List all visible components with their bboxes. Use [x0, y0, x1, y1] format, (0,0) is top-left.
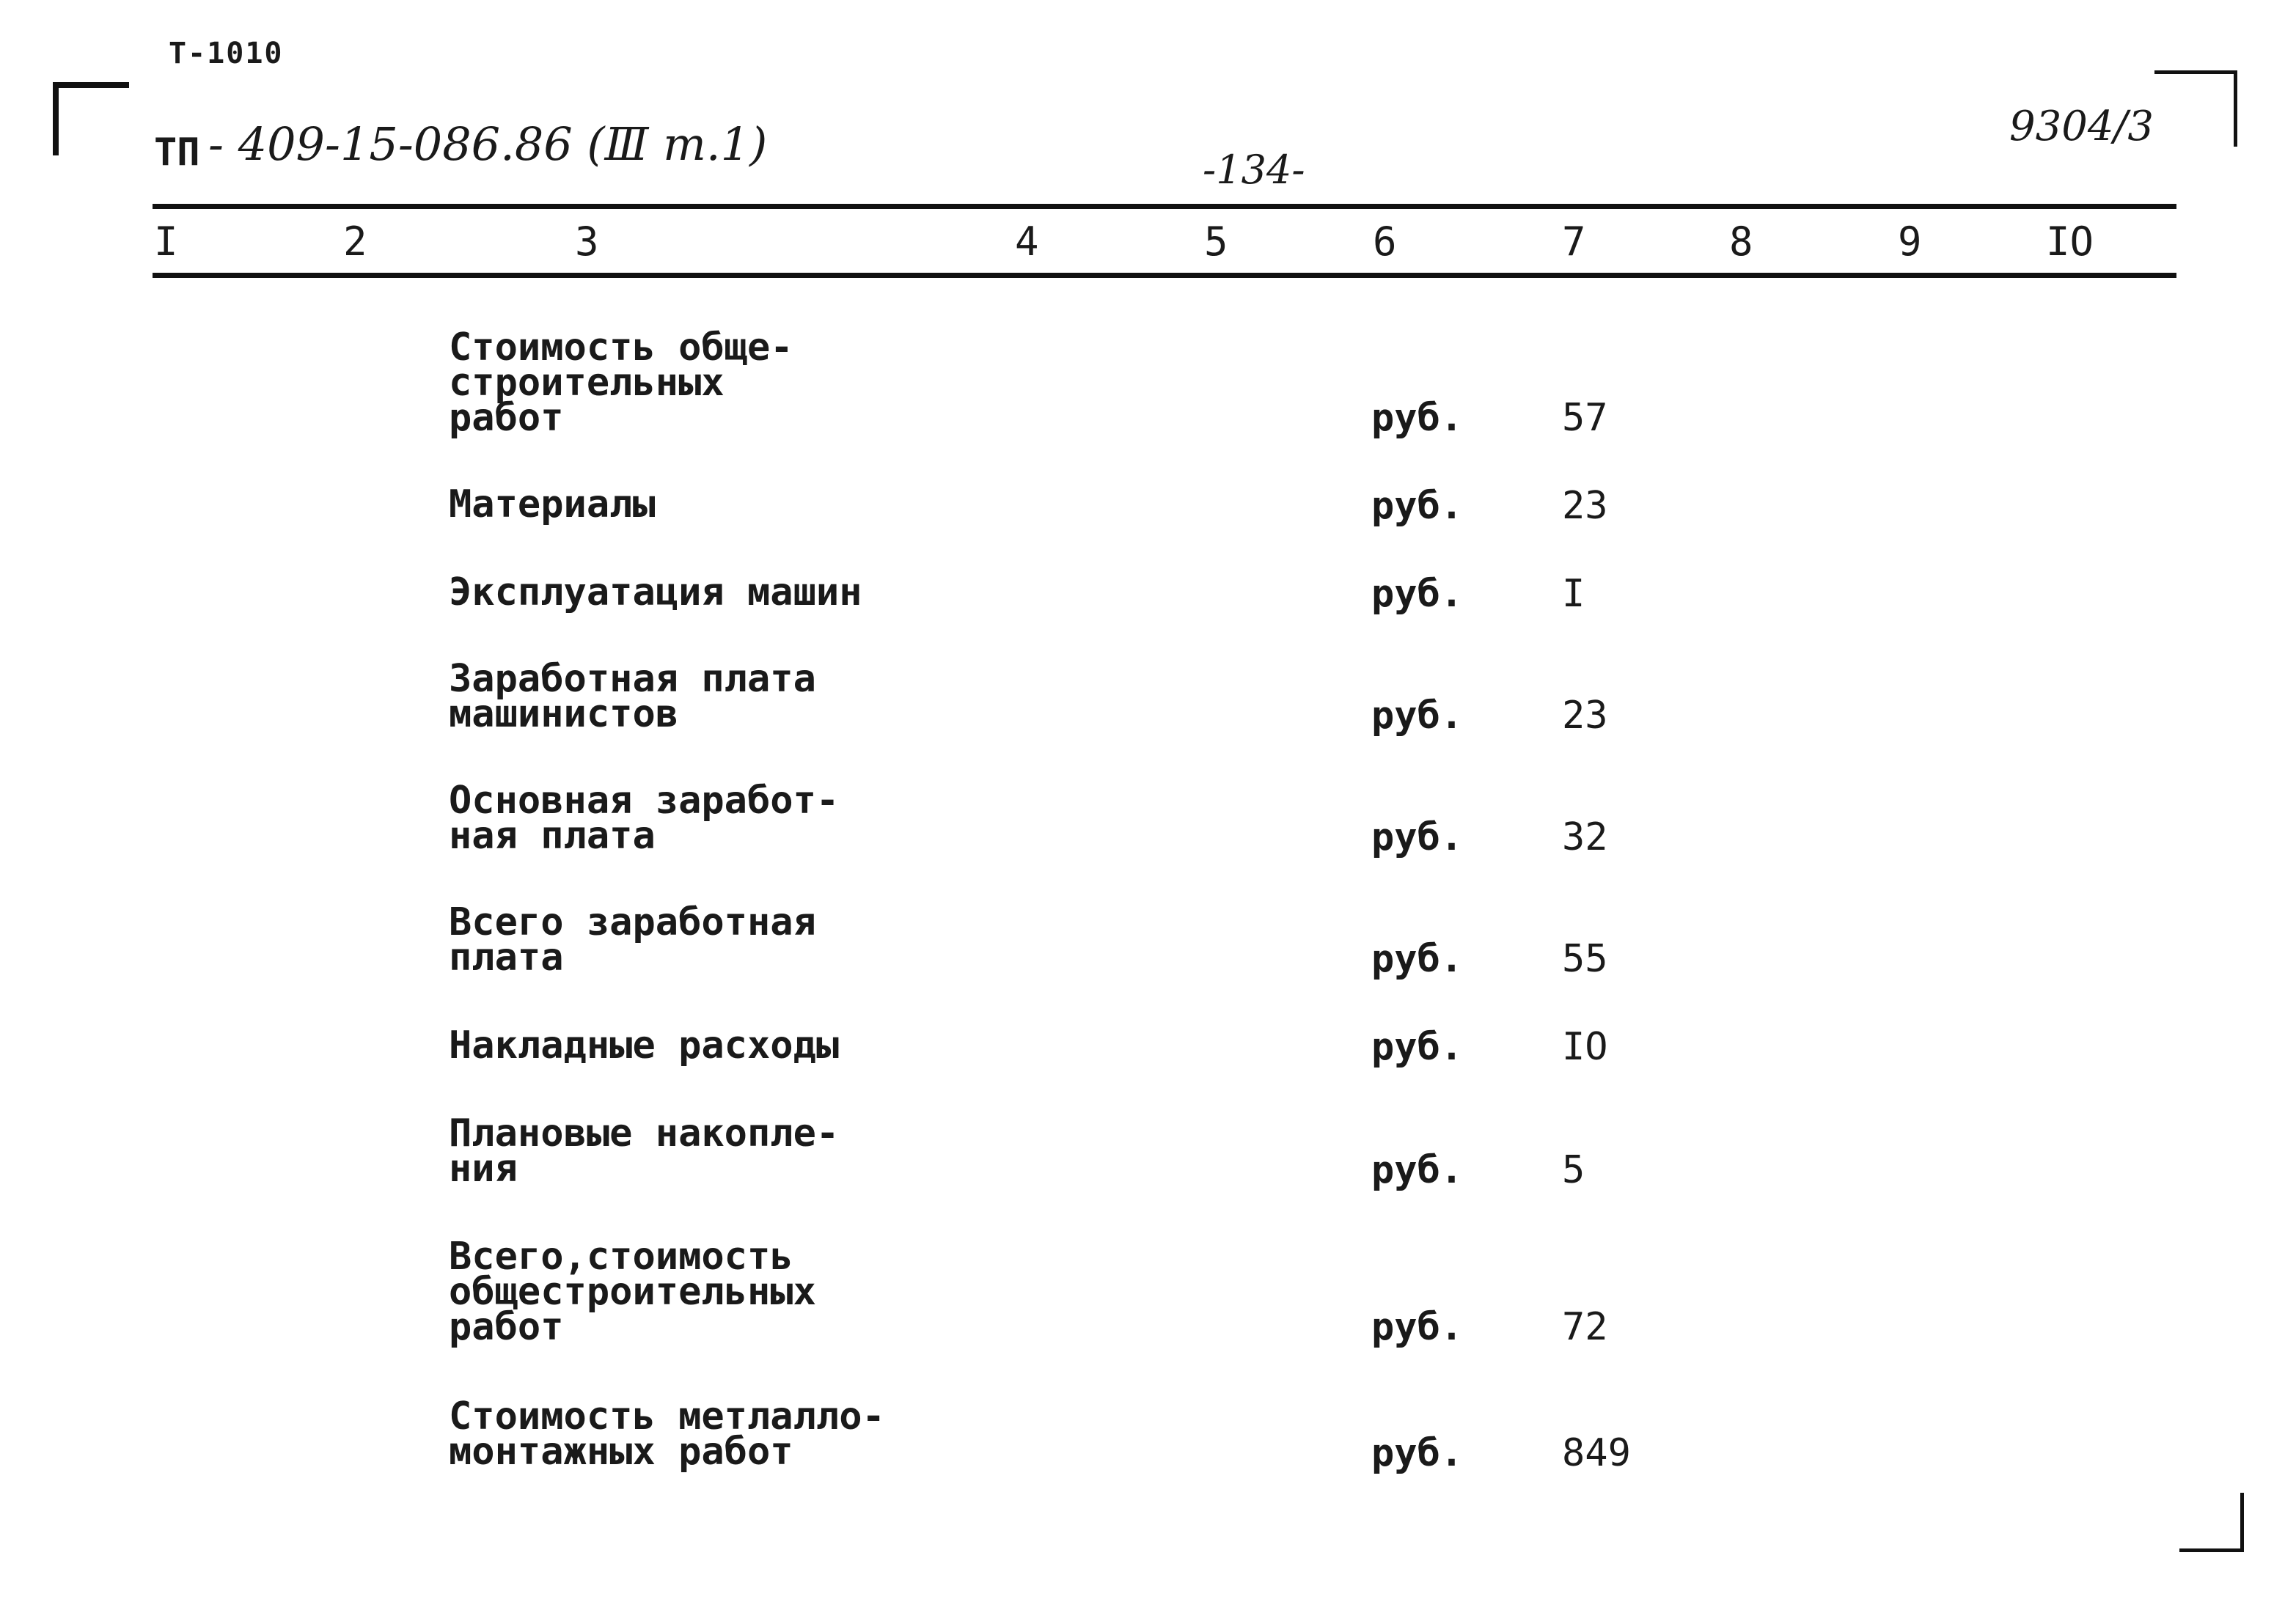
- frame-corner-top-left: [53, 82, 129, 88]
- row-unit-materials: руб.: [1371, 484, 1464, 528]
- column-number-10: IO: [2046, 218, 2094, 265]
- table-header-bottom-rule: [153, 273, 2176, 278]
- row-value-metal-installation-cost: 849: [1562, 1431, 1631, 1475]
- frame-corner-bottom-right: [2179, 1548, 2244, 1552]
- row-unit-overhead-costs: руб.: [1371, 1025, 1464, 1069]
- row-label-basic-wages: Основная заработ- ная плата: [449, 779, 840, 858]
- page-number: -134-: [1203, 147, 1305, 193]
- column-number-4: 4: [1015, 218, 1039, 265]
- row-label-general-construction-cost: Стоимость обще- строительных работ: [449, 326, 793, 440]
- row-unit-machinist-wages: руб.: [1371, 694, 1464, 738]
- row-unit-metal-installation-cost: руб.: [1371, 1431, 1464, 1475]
- row-label-machine-operation: Эксплуатация машин: [449, 570, 862, 614]
- frame-corner-bottom-right-vertical: [2240, 1493, 2244, 1551]
- row-label-total-general-construction-cost: Всего,стоимость общестроительных работ: [449, 1235, 816, 1349]
- row-value-basic-wages: 32: [1562, 815, 1608, 859]
- row-value-total-wages: 55: [1562, 937, 1608, 981]
- series-number: - 409-15-086.86 (Ⅲ т.1): [208, 117, 768, 171]
- column-number-6: 6: [1373, 218, 1397, 265]
- row-unit-total-wages: руб.: [1371, 937, 1464, 981]
- series-prefix: ТП: [154, 131, 200, 174]
- document-code: Т-1010: [169, 37, 284, 70]
- row-label-overhead-costs: Накладные расходы: [449, 1024, 840, 1068]
- frame-corner-top-right-vertical: [2234, 70, 2237, 147]
- row-label-machinist-wages: Заработная плата машинистов: [449, 657, 816, 736]
- row-value-materials: 23: [1562, 484, 1608, 528]
- row-unit-machine-operation: руб.: [1371, 572, 1464, 616]
- row-value-general-construction-cost: 57: [1562, 396, 1608, 440]
- row-unit-basic-wages: руб.: [1371, 815, 1464, 859]
- column-number-9: 9: [1898, 218, 1922, 265]
- row-label-planned-savings: Плановые накопле- ния: [449, 1112, 840, 1191]
- row-value-machinist-wages: 23: [1562, 694, 1608, 738]
- frame-corner-top-right: [2154, 70, 2237, 74]
- column-number-7: 7: [1562, 218, 1586, 265]
- row-value-machine-operation: I: [1562, 572, 1585, 616]
- column-number-5: 5: [1204, 218, 1228, 265]
- column-number-3: 3: [575, 218, 599, 265]
- row-unit-planned-savings: руб.: [1371, 1148, 1464, 1192]
- row-value-total-general-construction-cost: 72: [1562, 1305, 1608, 1349]
- inventory-number: 9304/3: [2009, 103, 2154, 150]
- row-value-overhead-costs: IO: [1562, 1025, 1608, 1069]
- table-top-rule: [153, 204, 2176, 209]
- row-value-planned-savings: 5: [1562, 1148, 1585, 1192]
- row-unit-general-construction-cost: руб.: [1371, 396, 1464, 440]
- row-label-metal-installation-cost: Стоимость метлалло- монтажных работ: [449, 1395, 885, 1474]
- row-label-total-wages: Всего заработная плата: [449, 900, 816, 980]
- row-label-materials: Материалы: [449, 482, 656, 526]
- column-number-8: 8: [1729, 218, 1753, 265]
- column-number-2: 2: [343, 218, 367, 265]
- column-number-1: I: [154, 218, 178, 265]
- frame-corner-top-left-vertical: [53, 82, 59, 155]
- row-unit-total-general-construction-cost: руб.: [1371, 1305, 1464, 1349]
